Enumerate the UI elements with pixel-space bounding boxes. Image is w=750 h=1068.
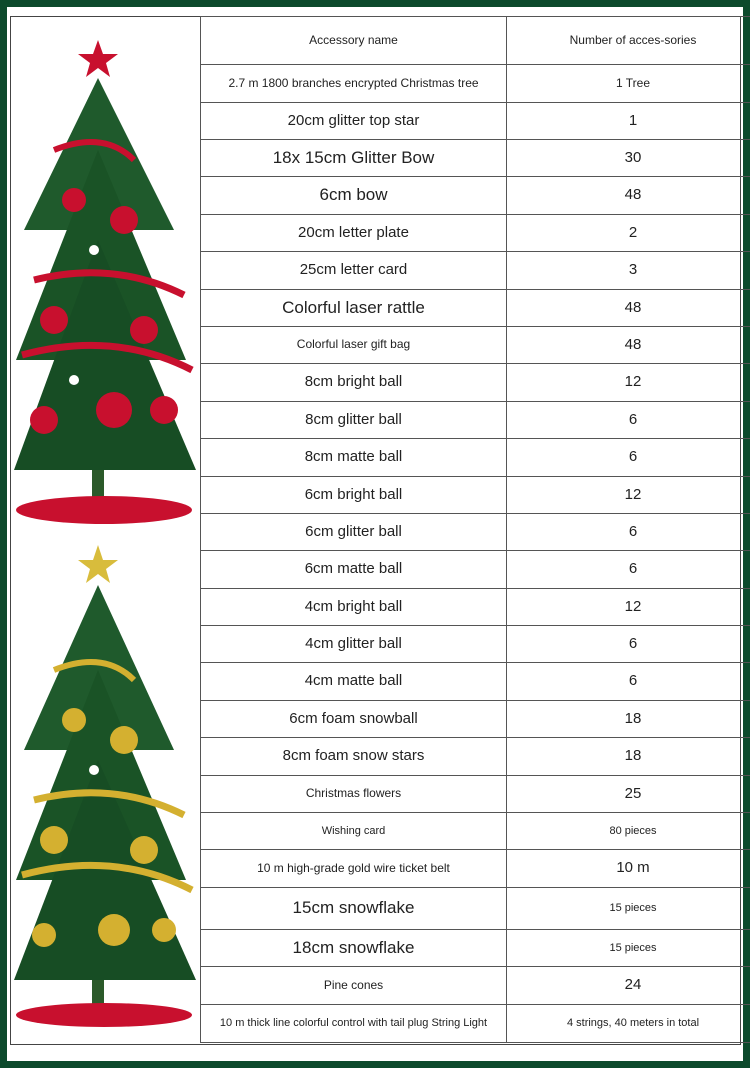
table-row [201,776,750,813]
table-row [201,701,750,738]
table-row [201,402,750,439]
tree-images [14,30,198,1030]
table-row [201,589,750,626]
accessory-quantity-cell: 6 [507,663,750,701]
table-row [201,215,750,252]
accessory-quantity-cell: 6 [507,402,750,439]
accessory-name-cell: Wishing card [201,813,507,850]
table-row [201,252,750,290]
accessory-name-cell: 6cm matte ball [201,551,507,589]
accessory-quantity-cell: 3 [507,252,750,290]
accessory-quantity-cell: 18 [507,738,750,776]
accessory-name-cell: 8cm bright ball [201,364,507,402]
accessory-quantity-cell: 24 [507,967,750,1005]
table-row [201,477,750,514]
table-row [201,626,750,663]
accessory-quantity-cell: 15 pieces [507,888,750,930]
accessory-name-cell: 10 m high-grade gold wire ticket belt [201,850,507,888]
accessory-name-cell: 6cm foam snowball [201,701,507,738]
table-row [201,1005,750,1043]
table-row [201,551,750,589]
table-row [201,364,750,402]
accessory-name-cell: 18cm snowflake [201,930,507,967]
table-row [201,140,750,177]
gold-christmas-tree-image [14,545,196,1027]
accessory-table [200,16,750,1043]
accessory-name-cell: 20cm letter plate [201,215,507,252]
accessory-name-cell: 4cm glitter ball [201,626,507,663]
header-accessory-name: Accessory name [201,17,507,65]
table-body [201,65,750,1043]
accessory-name-cell: Pine cones [201,967,507,1005]
table-row [201,738,750,776]
table-row [201,177,750,215]
accessory-quantity-cell: 25 [507,776,750,813]
table-row [201,439,750,477]
accessory-name-cell: 18x 15cm Glitter Bow [201,140,507,177]
header-number-of-accessories: Number of acces-sories [507,17,750,65]
accessory-quantity-cell: 6 [507,439,750,477]
accessory-table-wrapper [200,16,741,1043]
accessory-quantity-cell: 1 [507,103,750,140]
table-row [201,514,750,551]
accessory-name-cell: 4cm bright ball [201,589,507,626]
accessory-quantity-cell: 6 [507,626,750,663]
table-header-row [201,17,750,65]
accessory-name-cell: 6cm bright ball [201,477,507,514]
accessory-quantity-cell: 12 [507,364,750,402]
accessory-quantity-cell: 2 [507,215,750,252]
accessory-quantity-cell: 12 [507,477,750,514]
accessory-name-cell: 15cm snowflake [201,888,507,930]
accessory-name-cell: 8cm foam snow stars [201,738,507,776]
accessory-quantity-cell: 18 [507,701,750,738]
accessory-name-cell: 20cm glitter top star [201,103,507,140]
table-row [201,327,750,364]
table-row [201,813,750,850]
table-row [201,850,750,888]
table-row [201,888,750,930]
accessory-quantity-cell: 80 pieces [507,813,750,850]
accessory-name-cell: 6cm bow [201,177,507,215]
table-row [201,663,750,701]
table-row [201,967,750,1005]
accessory-quantity-cell: 12 [507,589,750,626]
accessory-quantity-cell: 15 pieces [507,930,750,967]
accessory-quantity-cell: 1 Tree [507,65,750,103]
accessory-quantity-cell: 10 m [507,850,750,888]
accessory-quantity-cell: 48 [507,327,750,364]
accessory-name-cell: 4cm matte ball [201,663,507,701]
christmas-tree-illustrations [14,30,198,1030]
accessory-name-cell: 8cm matte ball [201,439,507,477]
accessory-name-cell: Colorful laser rattle [201,290,507,327]
accessory-name-cell: 2.7 m 1800 branches encrypted Christmas tree [201,65,507,103]
accessory-name-cell: 10 m thick line colorful control with tail plug String Light [201,1005,507,1043]
accessory-quantity-cell: 48 [507,290,750,327]
accessory-quantity-cell: 6 [507,514,750,551]
table-row [201,103,750,140]
red-christmas-tree-image [14,40,196,524]
table-row [201,65,750,103]
accessory-quantity-cell: 4 strings, 40 meters in total [507,1005,750,1043]
accessory-quantity-cell: 30 [507,140,750,177]
accessory-name-cell: Christmas flowers [201,776,507,813]
accessory-quantity-cell: 48 [507,177,750,215]
table-row [201,290,750,327]
accessory-quantity-cell: 6 [507,551,750,589]
table-row [201,930,750,967]
accessory-name-cell: Colorful laser gift bag [201,327,507,364]
accessory-name-cell: 25cm letter card [201,252,507,290]
accessory-name-cell: 8cm glitter ball [201,402,507,439]
accessory-name-cell: 6cm glitter ball [201,514,507,551]
